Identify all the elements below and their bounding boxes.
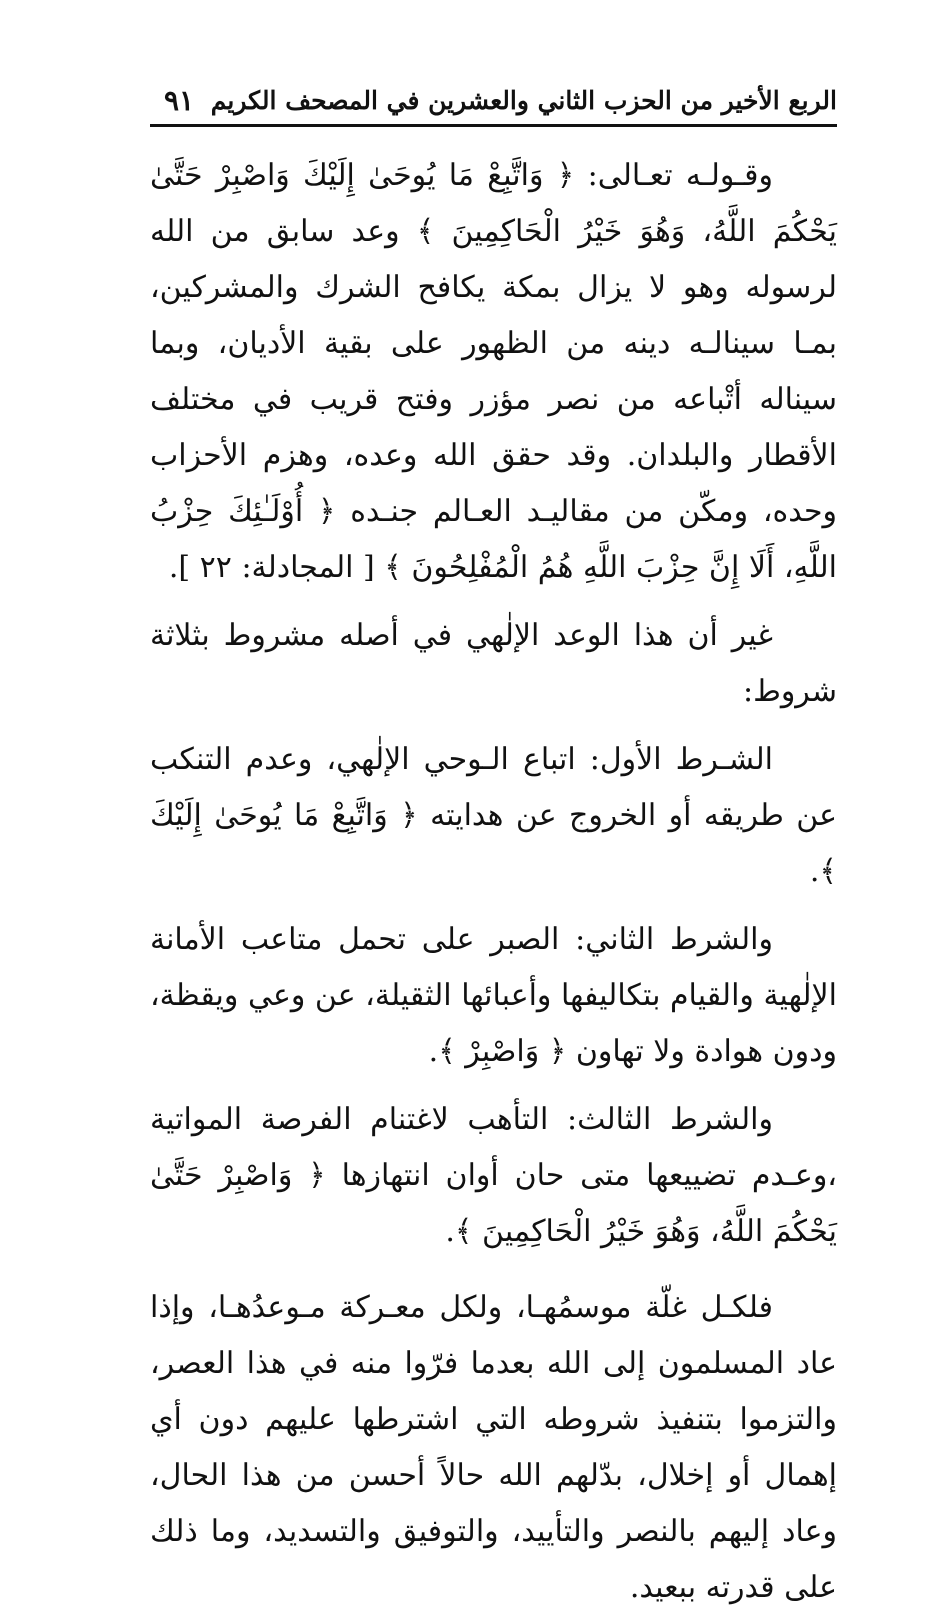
running-title: الربع الأخير من الحزب الثاني والعشرين في المصحف الكريم: [210, 86, 837, 115]
paragraph-promise: وقـولـه تعـالى: ﴿ وَاتَّبِعْ مَا يُوحَىٰ إِلَيْكَ وَاصْبِرْ حَتَّىٰ يَحْكُمَ اللَّهُ، وَهُوَ خَيْرُ الْحَاكِمِينَ ﴾ وعد سابق من الله لرسوله وهو لا يزال بمكة يكافح الشرك والمشركين، بمـا سينالـه دينه من الظهور على بقية الأديان، وبما سيناله أتْباعه من نصر مؤزر وفتح قريب في مختلف الأقطار والبلدان. وقد حقق الله وعده، وهزم الأحزاب وحده، ومكّن من مقاليـد العـالم جنـده ﴿ أُوْلَـٰئِكَ حِزْبُ اللَّهِ، أَلَا إِنَّ حِزْبَ اللَّهِ هُمُ الْمُفْلِحُونَ ﴾ [ المجادلة: ٢٢ ].: [150, 158, 837, 585]
page-number: ٩١: [164, 84, 195, 117]
paragraph-conclusion: فلكـل غلّة موسمُهـا، ولكل معـركة مـوعدُهـا، وإذا عاد المسلمون إلى الله بعدما فرّوا منه في هذا العصر، والتزموا بتنفيذ شروطه التي اشترطها عليهم دون أي إهمال أو إخلال، بدّلهم الله حالاً أحسن من هذا الحال، وعاد إليهم بالنصر والتأييد، والتوفيق والتسديد، وما ذلك على قدرته ببعيد.: [150, 1290, 837, 1605]
paragraph-second-condition: والشرط الثاني: الصبر على تحمل متاعب الأمانة الإلٰهية والقيام بتكاليفها وأعبائها الثقيلة، عن وعي ويقظة، ودون هوادة ولا تهاون ﴿ وَاصْبِرْ ﴾.: [150, 922, 837, 1069]
paragraph-first-condition: الشـرط الأول: اتباع الـوحي الإلٰهي، وعدم التنكب عن طريقه أو الخروج عن هدايته ﴿ وَاتَّبِعْ مَا يُوحَىٰ إِلَيْكَ ﴾.: [150, 742, 837, 889]
paragraph-third-condition: والشرط الثالث: التأهب لاغتنام الفرصة المواتية ،وعـدم تضييعها متى حان أوان انتهازها ﴿ وَاصْبِرْ حَتَّىٰ يَحْكُمَ اللَّهُ، وَهُوَ خَيْرُ الْحَاكِمِينَ ﴾.: [150, 1102, 837, 1249]
body-text: [150, 148, 837, 1616]
paragraph-conditions-intro: غير أن هذا الوعد الإلٰهي في أصله مشروط بثلاثة شروط:: [150, 618, 837, 709]
running-header: [150, 78, 837, 127]
